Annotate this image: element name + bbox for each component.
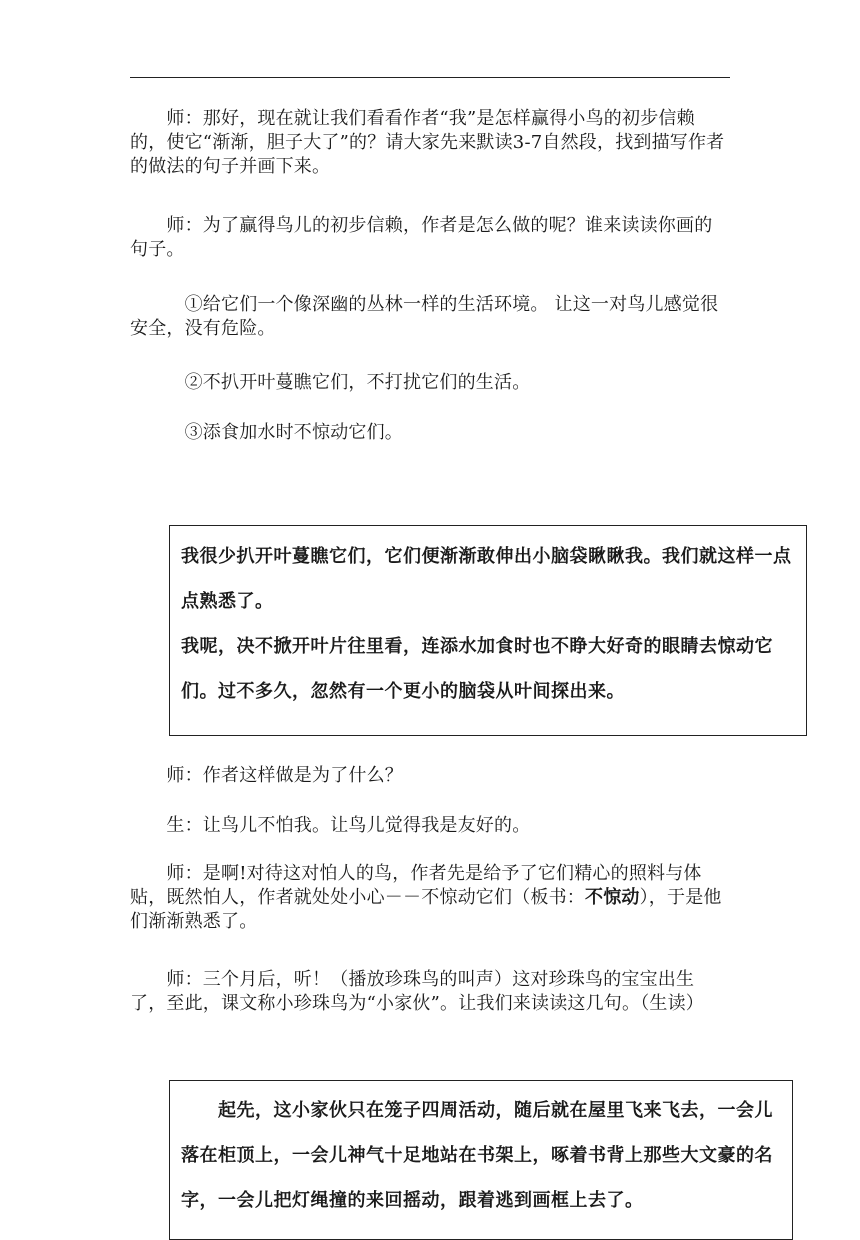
- list-item-no-disturb: ②不扒开叶蔓瞧它们，不打扰它们的生活。: [130, 372, 531, 393]
- list-item-environment: ①给它们一个像深幽的丛林一样的生活环境。 让这一对鸟儿感觉很安全，没有危险。: [130, 294, 719, 339]
- quote-line-2: 我呢，决不掀开叶片往里看，连添水加食时也不睁大好奇的眼睛去惊动它们。过不多久，忽然有一个更小的脑袋从叶间探出来。: [181, 636, 773, 702]
- board-note: 不惊动: [585, 887, 640, 908]
- paragraph-teacher-summary: [130, 862, 730, 934]
- paragraph-teacher-intro: 师：那好，现在就让我们看看作者“我”是怎样赢得小鸟的初步信赖的，使它“渐渐，胆子大了”的？请大家先来默读3-7自然段，找到描写作者的做法的句子并画下来。: [130, 108, 725, 177]
- header-rule: [130, 77, 730, 78]
- quote-line-1: 我很少扒开叶蔓瞧它们，它们便渐渐敢伸出小脑袋瞅瞅我。我们就这样一点点熟悉了。: [181, 546, 792, 612]
- quote-paragraph: 起先，这小家伙只在笼子四周活动，随后就在屋里飞来飞去，一会儿落在柜顶上，一会儿神气十足地站在书架上，啄着书背上那些大文豪的名字，一会儿把灯绳撞的来回摇动，跟着逃到画框上去了。: [181, 1100, 773, 1211]
- summary-text-c: ），于是他们渐渐熟悉了。: [130, 887, 722, 932]
- quote-box-little-one: [169, 1080, 793, 1240]
- summary-text-a: 师：是啊!对待这对怕人的鸟，作者先是给予了它们精心的照料与体贴，既然怕人，作者就处处小心－－不惊动它们（板书：: [130, 863, 702, 908]
- paragraph-teacher-three-months: 师：三个月后，听！（播放珍珠鸟的叫声）这对珍珠鸟的宝宝出生了，至此，课文称小珍珠鸟为“小家伙”。让我们来读读这几句。（生读）: [130, 969, 705, 1014]
- paragraph-student-answer: 生：让鸟儿不怕我。让鸟儿觉得我是友好的。: [130, 815, 531, 836]
- paragraph-teacher-question: 师：为了赢得鸟儿的初步信赖，作者是怎么做的呢？谁来读读你画的句子。: [130, 215, 713, 260]
- paragraph-teacher-why: 师：作者这样做是为了什么？: [130, 765, 403, 786]
- list-item-feeding: ③添食加水时不惊动它们。: [130, 422, 403, 443]
- quote-box-text-excerpt: [169, 525, 807, 736]
